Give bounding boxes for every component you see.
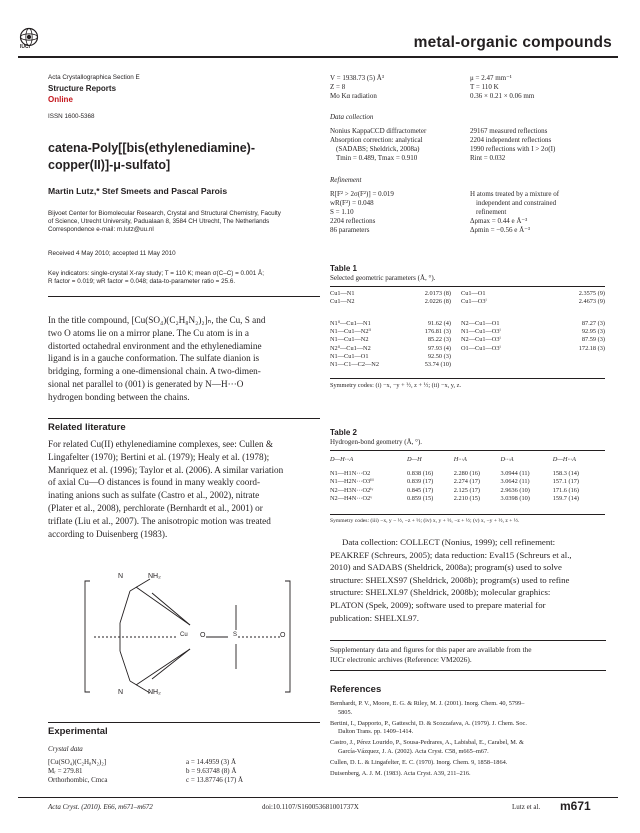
references-heading: References [330,684,382,695]
table2 [330,456,605,503]
abstract [48,314,320,404]
table-cell: 53.74 (10) [424,361,451,369]
table-header-cell: D···A [500,456,514,463]
table-cell: 157.1 (17) [552,478,579,486]
collection-line: PEAKREF (Schreurs, 2005); data reduction: Eval15 (Schreurs et al., [330,549,572,560]
collection-text [330,536,606,624]
table-cell: N2ⁱⁱ—Cu1—N2 [330,344,371,352]
related-heading: Related literature [48,422,126,433]
publisher-label: IUCr [20,44,31,50]
title-line-1: catena-Poly[[bis(ethylenediamine)- [48,141,255,155]
table-cell: 176.81 (3) [424,328,451,336]
absorption-method: (SADABS; Sheldrick, 2008a) [336,145,420,153]
table-cell: N2—Cu1—O3ⁱ [461,336,501,344]
crystal-formula: [Cu(SO₄)(C₂H₈N₂)₂] [48,758,107,766]
table-cell: 2.0226 (8) [424,298,451,306]
table-cell: 172.18 (3) [578,344,605,352]
table-cell: 97.93 (4) [427,344,451,352]
abstract-line: distorted octahedral environment and the ethylenediamine [48,340,262,351]
abstract-line: In the title compound, [Cu(SO₄)(C₂H₈N₂)₂]ₙ, the Cu, S and [48,315,266,325]
scheme-cu: Cu [180,632,188,638]
abstract-line: sional net parallel to (001) is generated by N—H···O [48,378,244,389]
scheme-s: S [233,632,238,638]
data-collection-heading: Data collection [330,113,374,121]
table-header-cell: D—H···A [330,456,354,463]
table-cell: 2.0173 (8) [424,290,451,297]
experimental-rule [48,722,320,723]
collection-line: Data collection: COLLECT (Nonius, 1999); cell refinement: [342,537,556,547]
references-list [330,700,606,778]
mu-value: μ = 2.47 mm⁻¹ [470,74,512,82]
cell-a: a = 14.4959 (3) Å [186,758,237,766]
affil-line-2: of Science, Utrecht University, Padualaan 8, 3584 CH Utrecht, The Netherlands [48,218,270,226]
table-row [330,290,605,298]
data-collection-right [470,127,610,163]
page-number: m671 [560,799,591,813]
table-cell: 2.3575 (9) [578,290,605,297]
scheme-nh2-bot: NH₂ [148,689,161,696]
supplementary-line: Supplementary data and figures for this paper are available from the [330,645,532,654]
table-cell: 158.3 (14) [552,470,579,478]
table1-bottom-rule [330,378,605,379]
collection-line: structure: SHELXL97 (Sheldrick, 2008b); molecular graphics: [330,587,551,598]
related-line: of axial Cu—O distances is found in many weakly coord- [48,477,261,488]
independent-reflections: 2204 independent reflections [470,136,552,144]
table-header-row [330,456,605,470]
table1-top-rule [330,286,605,287]
table-cell: 3.0398 (10) [500,494,530,502]
table-cell: N1ⁱⁱ—Cu1—N1 [330,320,371,327]
key-line-1: Key indicators: single-crystal X-ray study; T = 110 K; mean σ(C–C) = 0.001 Å; [48,270,264,277]
cell-c: c = 13.87746 (17) Å [186,776,244,784]
related-text [48,438,320,540]
abstract-line: hydrogen bonding between the chains. [48,391,190,402]
supplementary [330,645,606,665]
z-value: Z = 8 [330,83,346,91]
table-row [330,487,605,495]
reference-line: 5805. [338,708,353,716]
reference-line: Castro, J., Pérez Lourido, P., Sousa-Pedrares, A., Labisbal, E., Carabel, M. & [330,739,524,747]
table-row [330,353,605,361]
series-name: Structure Reports [48,84,117,93]
h-atoms-3: refinement [476,208,507,216]
abstract-line: ligand is in a gauche conformation. The sulfate dianion is [48,353,260,364]
collection-line: 2010) and SADABS (Sheldrick, 2008a); program(s) used to solve [330,562,562,573]
table-cell: 0.859 (15) [407,494,434,502]
abstract-line: bridging, forming a one-dimensional chain. A two-dimen- [48,366,261,377]
table2-title: Table 2 [330,428,357,437]
related-rule [48,418,320,419]
table-cell: 0.839 (17) [407,478,434,486]
table-cell: N1—Cu1—N2ⁱⁱ [330,328,371,336]
crystal-size: 0.36 × 0.21 × 0.06 mm [470,92,535,100]
header-rule [18,56,618,58]
affil-line-3[interactable]: Correspondence e-mail: m.lutz@uu.nl [48,226,154,234]
observed-reflections: 1990 reflections with I > 2σ(I) [470,145,556,153]
table2-bottom-rule [330,514,605,515]
table-cell: Cu1—N2 [330,298,355,306]
table-cell: Cu1—N1 [330,290,355,297]
table-cell: 92.50 (3) [427,352,451,360]
related-line: triflate (Liu et al., 2007). The anisotropic motion was treated [48,515,271,526]
table-row [330,336,605,344]
table1-b [330,320,605,369]
r-factor: R[F² > 2σ(F²)] = 0.019 [330,190,394,198]
table-cell: Cu1—O3ⁱ [461,298,487,306]
reference-line: Dalton Trans. pp. 1409–1414. [338,728,414,736]
collection-line: PLATON (Spek, 2009); software used to prepare material for [330,599,546,610]
reflections: 2204 reflections [330,217,376,225]
related-line: Lingafelter (1970); Bertini et al. (1979); Healy et al. (1978); [48,451,270,462]
related-line: Manriquez et al. (1996); Taylor et al. (2006). A similar variation [48,464,284,475]
supplementary-top-rule [330,640,606,641]
table-cell [545,361,606,369]
journal-name: Acta Crystallographica Section E [48,74,140,81]
table-row [330,345,605,353]
s-value: S = 1.10 [330,208,354,216]
h-atoms: H atoms treated by a mixture of [470,190,560,198]
section-title: metal-organic compounds [413,34,612,51]
scheme-n-bot: N [118,689,124,696]
table-row [330,298,605,306]
rint: Rint = 0.032 [470,154,506,162]
table-cell: N1—H1N···O2 [330,470,371,478]
table-cell: 92.95 (3) [581,328,605,336]
article-title [48,140,318,174]
table-header-cell: D—H [407,456,422,463]
iucr-logo [18,25,48,51]
table-row [330,361,605,369]
table-row [330,478,605,486]
footer-citation: Acta Cryst. (2010). E66, m671–m672 [48,803,153,811]
footer-rule [18,797,618,798]
table-cell [451,353,545,361]
related-line: (Plater et al., 2008), perchlorate (Bernhardt et al., 2001) or [48,502,263,513]
crystal-system: Orthorhombic, Cmca [48,776,108,784]
online-label: Online [48,95,73,104]
table-cell: 0.845 (17) [407,486,434,494]
refinement-right [470,190,610,235]
table-cell: N2—H3N···O2ⁱᵛ [330,486,374,494]
table-cell: 2.274 (17) [453,478,480,486]
table-cell: N2—Cu1—O1 [461,320,500,327]
reference-line: Cullen, D. L. & Lingafelter, E. C. (1970). Inorg. Chem. 9, 1858–1864. [330,758,508,766]
experimental-heading: Experimental [48,726,108,737]
h-atoms-2: independent and constrained [476,199,557,207]
table1-caption: Selected geometric parameters (Å, °). [330,274,436,282]
table-cell: 91.62 (4) [427,320,451,327]
refinement-heading: Refinement [330,176,362,184]
table-cell: 2.280 (16) [453,470,480,478]
dates: Received 4 May 2010; accepted 11 May 2010 [48,250,176,257]
cell-b: b = 9.63748 (8) Å [186,767,237,775]
table-cell: N1—Cu1—O3ⁱ [461,328,501,336]
table-cell: N1—Cu1—O1 [330,352,369,360]
supplementary-line[interactable]: IUCr electronic archives (Reference: VM2026). [330,655,472,664]
refinement-left [330,190,470,235]
tmin-tmax: Tmin = 0.489, Tmax = 0.910 [336,154,418,162]
abstract-line: two O atoms lie on a mirror plane. The Cu atom is in a [48,327,249,338]
table2-top-rule [330,450,605,451]
data-collection-left [330,127,470,163]
table-cell: 2.9636 (10) [500,486,530,494]
table-cell: 2.125 (17) [453,486,480,494]
table-cell: 0.838 (16) [407,470,434,478]
key-indicators [48,270,264,286]
table-row [330,320,605,328]
title-line-2: copper(II)]-μ-sulfato] [48,158,171,172]
affiliation [48,210,320,235]
reference-line: Bertini, I., Dapporto, P., Gatteschi, D. & Scozzafava, A. (1979). J. Chem. Soc. [330,719,527,727]
scheme-n-top: N [118,573,124,580]
absorption-correction: Absorption correction: analytical [330,136,423,144]
reference-line: Bernhardt, P. V., Moore, E. G. & Riley, M. J. (2001). Inorg. Chem. 40, 5799– [330,700,525,707]
related-line: For related Cu(II) ethylenediamine complexes, see: Cullen & [48,439,274,449]
issn: ISSN 1600-5368 [48,113,95,120]
table-cell: 3.0944 (11) [500,470,530,478]
radiation: Mo Kα radiation [330,92,377,100]
table-header-cell: D—H···A [552,456,577,463]
abstract-rule [48,296,320,297]
diffractometer: Nonius KappaCCD diffractometer [330,127,427,135]
scheme-nh2-top: NH₂ [148,573,161,580]
parameters: 86 parameters [330,226,370,234]
delta-rho-max: Δρmax = 0.44 e Å⁻³ [470,217,528,225]
table-cell: 3.0642 (11) [500,478,530,486]
key-line-2: R factor = 0.019; wR factor = 0.048; data-to-parameter ratio = 25.6. [48,278,236,286]
table-cell: 87.27 (3) [581,320,605,327]
table-cell: N1—H2N···O3ⁱⁱⁱ [330,478,374,486]
wr-factor: wR(F²) = 0.048 [330,199,374,207]
crystal-data-left [48,758,178,785]
table2-symmetry: Symmetry codes: (iii) −x, y − ½, −z + ½; (iv) x, y + ½, −z + ½; (v) x, −y + ½, z + ½. [330,518,520,524]
table-header-cell: H···A [453,456,467,463]
supplementary-bottom-rule [330,670,606,671]
table-cell: N1—Cu1—N2 [330,336,369,344]
affil-line-1: Bijvoet Center for Biomolecular Research, Crystal and Structural Chemistry, Faculty [48,210,281,217]
table1-symmetry: Symmetry codes: (i) −x, −y + ½, z + ½; (ii) −x, y, z. [330,382,462,389]
footer-authors: Lutz et al. [512,803,541,811]
col2-top-left [330,74,470,101]
crystal-data-right [186,758,320,785]
col2-top-right [470,74,610,101]
crystal-mr: Mᵣ = 279.81 [48,767,83,775]
table2-caption: Hydrogen-bond geometry (Å, °). [330,438,423,446]
table-cell: Cu1—O1 [461,290,486,297]
reference-line: Duisenberg, A. J. M. (1983). Acta Cryst. A39, 211–216. [330,769,471,777]
authors: Martin Lutz,* Stef Smeets and Pascal Parois [48,186,228,196]
table-cell [545,353,606,361]
collection-line: publication: SHELXL97. [330,612,419,623]
table-cell: N2—H4N···O2ᵛ [330,494,373,502]
reference-line: García-Vázquez, J. A. (2002). Acta Cryst. C58, m665–m67. [338,747,489,755]
table-cell: 171.6 (16) [552,486,579,494]
chemical-scheme [80,565,310,705]
collection-line: structure: SHELXS97 (Sheldrick, 2008b); program(s) used to refine [330,574,570,585]
scheme-o-right: O [280,632,286,639]
table1-a [330,290,605,306]
table-cell: O1—Cu1—O3ⁱ [461,344,501,352]
scheme-o-left: O [200,632,206,639]
table-cell: N1—C1—C2—N2 [330,361,379,369]
table-row [330,495,605,503]
table-cell: 159.7 (14) [552,494,579,502]
cell-volume: V = 1938.73 (5) Å³ [330,74,384,82]
table-cell: 87.59 (3) [581,336,605,344]
crystal-data-heading: Crystal data [48,745,83,753]
related-line: inating anions such as sulfate (Castro et al., 2002), nitrate [48,490,260,501]
table1-title: Table 1 [330,264,357,273]
footer-doi[interactable]: doi:10.1107/S160053681001737X [262,803,359,811]
measured-reflections: 29167 measured reflections [470,127,548,135]
temperature: T = 110 K [470,83,499,91]
table-cell: 2.4673 (9) [578,298,605,306]
table-cell [451,361,545,369]
table-cell: 85.22 (3) [427,336,451,344]
related-line: according to Duisenberg (1983). [48,528,168,539]
table-cell: 2.210 (15) [453,494,480,502]
delta-rho-min: Δρmin = −0.56 e Å⁻³ [470,226,530,234]
